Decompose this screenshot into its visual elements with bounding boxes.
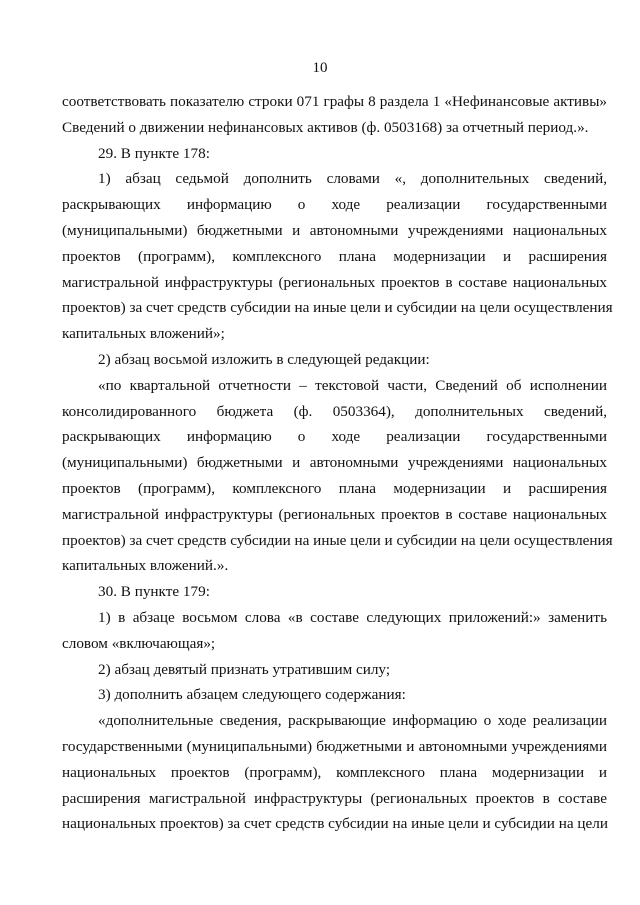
text-line: 2) абзац девятый признать утратившим силу; <box>98 660 391 678</box>
text-line: консолидированного бюджета (ф. 0503364), дополнительных сведений, <box>62 402 607 420</box>
document-body <box>62 89 613 837</box>
text-line: капитальных вложений»; <box>62 325 225 343</box>
text-line: (муниципальными) бюджетными и автономными учреждениями национальных <box>62 221 607 239</box>
text-line: соответствовать показателю строки 071 графы 8 раздела 1 «Нефинансовые активы» <box>62 93 607 110</box>
text-line: магистральной инфраструктуры (региональных проектов в составе национальных <box>62 505 607 523</box>
text-line: проектов) за счет средств субсидии на иные цели и субсидии на цели осуществления <box>62 531 613 549</box>
text-line: 1) абзац седьмой дополнить словами «, дополнительных сведений, <box>98 170 607 188</box>
text-line: 29. В пункте 178: <box>98 144 210 162</box>
text-line: «по квартальной отчетности – текстовой части, Сведений об исполнении <box>98 376 607 394</box>
page-number: 10 <box>312 60 328 76</box>
text-line: словом «включающая»; <box>62 634 216 652</box>
text-line: 2) абзац восьмой изложить в следующей редакции: <box>98 350 430 368</box>
text-line: (муниципальными) бюджетными и автономными учреждениями национальных <box>62 454 607 472</box>
text-line: расширения магистральной инфраструктуры (региональных проектов в составе <box>62 789 607 807</box>
text-line: национальных проектов) за счет средств субсидии на иные цели и субсидии на цели <box>62 815 608 833</box>
text-line: государственными (муниципальными) бюджетными и автономными учреждениями <box>62 737 607 755</box>
text-line: Сведений о движении нефинансовых активов (ф. 0503168) за отчетный период.». <box>62 118 589 136</box>
text-line: капитальных вложений.». <box>62 557 229 575</box>
text-line: раскрывающих информацию о ходе реализации государственными <box>62 428 607 446</box>
text-line: национальных проектов (программ), комплексного плана модернизации и <box>62 763 607 781</box>
text-line: 1) в абзаце восьмом слова «в составе следующих приложений:» заменить <box>98 608 607 626</box>
text-line: раскрывающих информацию о ходе реализации государственными <box>62 196 607 214</box>
text-line: «дополнительные сведения, раскрывающие информацию о ходе реализации <box>98 712 607 730</box>
text-line: магистральной инфраструктуры (региональных проектов в составе национальных <box>62 273 607 291</box>
text-line: 3) дополнить абзацем следующего содержания: <box>98 686 406 704</box>
text-line: проектов) за счет средств субсидии на иные цели и субсидии на цели осуществления <box>62 299 613 317</box>
text-line: проектов (программ), комплексного плана модернизации и расширения <box>62 247 607 265</box>
text-line: проектов (программ), комплексного плана модернизации и расширения <box>62 479 607 497</box>
text-line: 30. В пункте 179: <box>98 583 210 601</box>
